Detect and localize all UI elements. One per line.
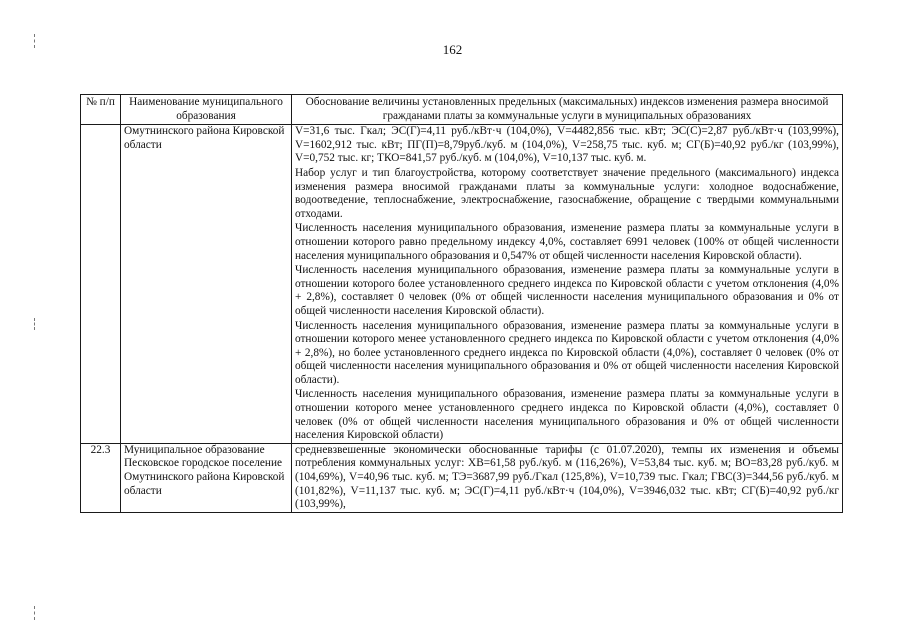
row-municipality-name: Омутнинского района Кировской области xyxy=(121,125,292,444)
description-paragraph: Набор услуг и тип благоустройства, которому соответствует значение предельного (максимального) индекса изменения размера вносимой гражданами платы за коммунальные услуги: холодное водоснабжение, водоотведение, теплоснабжение, электроснабжение, газоснабжение, обращение с твердыми коммунальными отходами. xyxy=(295,166,839,220)
table-row xyxy=(81,125,843,444)
header-desc: Обоснование величины установленных предельных (максимальных) индексов изменения размера вносимой гражданами платы за коммунальные услуги в муниципальных образованиях xyxy=(292,95,843,125)
row-num: 22.3 xyxy=(81,443,121,512)
page-number: 162 xyxy=(442,42,463,57)
table-header-row xyxy=(81,95,843,125)
margin-mark-bottom xyxy=(34,606,36,620)
description-paragraph: Численность населения муниципального образования, изменение размера платы за коммунальные услуги в отношении которого менее установленного среднего индекса по Кировской области с учетом отклонения (4,0% + 2,8%), но более установленного среднего индекса по Кировской области (4,0%), составляет 0 человек (0% от общей численности населения муниципального образования и 0% от общей численности населения Кировской области). xyxy=(295,319,839,386)
row-num xyxy=(81,125,121,444)
table-row xyxy=(81,443,843,512)
header-name: Наименование муниципального образования xyxy=(121,95,292,125)
margin-mark-middle xyxy=(34,318,36,330)
description-paragraph: Численность населения муниципального образования, изменение размера платы за коммунальные услуги в отношении которого равно предельному индексу 4,0%, составляет 6991 человек (100% от общей численности населения муниципального образования и 0,547% от общей численности населения Кировской области). xyxy=(295,222,839,262)
header-num: № п/п xyxy=(81,95,121,125)
description-paragraph: V=31,6 тыс. Гкал; ЭС(Г)=4,11 руб./кВт·ч (104,0%), V=4482,856 тыс. кВт; ЭС(С)=2,87 руб./кВт·ч (103,99%), V=1602,912 тыс. кВт; ПГ(П)=8,79руб./куб. м (104,0%), V=258,75 тыс. куб. м; СГ(Б)=40,92 руб./кг (103,99%), V=0,752 тыс. кг; ТКО=841,57 руб./куб. м (104,0%), V=10,137 тыс. куб. м. xyxy=(295,125,839,165)
description-paragraph: Численность населения муниципального образования, изменение размера платы за коммунальные услуги в отношении которого более установленного среднего индекса по Кировской области с учетом отклонения (4,0% + 2,8%), составляет 0 человек (0% от общей численности населения муниципального образования и 0% от общей численности населения Кировской области). xyxy=(295,264,839,317)
description-paragraph: средневзвешенные экономически обоснованные тарифы (с 01.07.2020), темпы их изменения и объемы потребления коммунальных услуг: ХВ=61,58 руб./куб. м (116,26%), V=53,84 тыс. куб. м; ВО=83,28 руб./куб. м (104,69%), V=40,96 тыс. куб. м; ТЭ=3687,99 руб./Гкал (125,8%), V=10,739 тыс. Гкал; ГВС(З)=344,56 руб./куб. м (101,82%), V=11,137 тыс. куб. м; ЭС(Г)=4,11 руб./кВт·ч (104,0%), V=3946,032 тыс. кВт; СГ(Б)=40,92 руб./кг (103,99%), xyxy=(295,443,839,511)
tariff-table xyxy=(80,94,843,513)
description-paragraph: Численность населения муниципального образования, изменение размера платы за коммунальные услуги в отношении которого менее установленного среднего индекса по Кировской области (4,0%), составляет 0 человек (0% от общей численности населения муниципального образования и 0% от общей численности населения Кировской области) xyxy=(295,388,839,442)
row-municipality-name: Муниципальное образование Песковское городское поселение Омутнинского района Кировской области xyxy=(121,443,292,512)
row-description xyxy=(292,125,843,444)
row-description xyxy=(292,443,843,512)
margin-mark-top xyxy=(34,34,36,48)
